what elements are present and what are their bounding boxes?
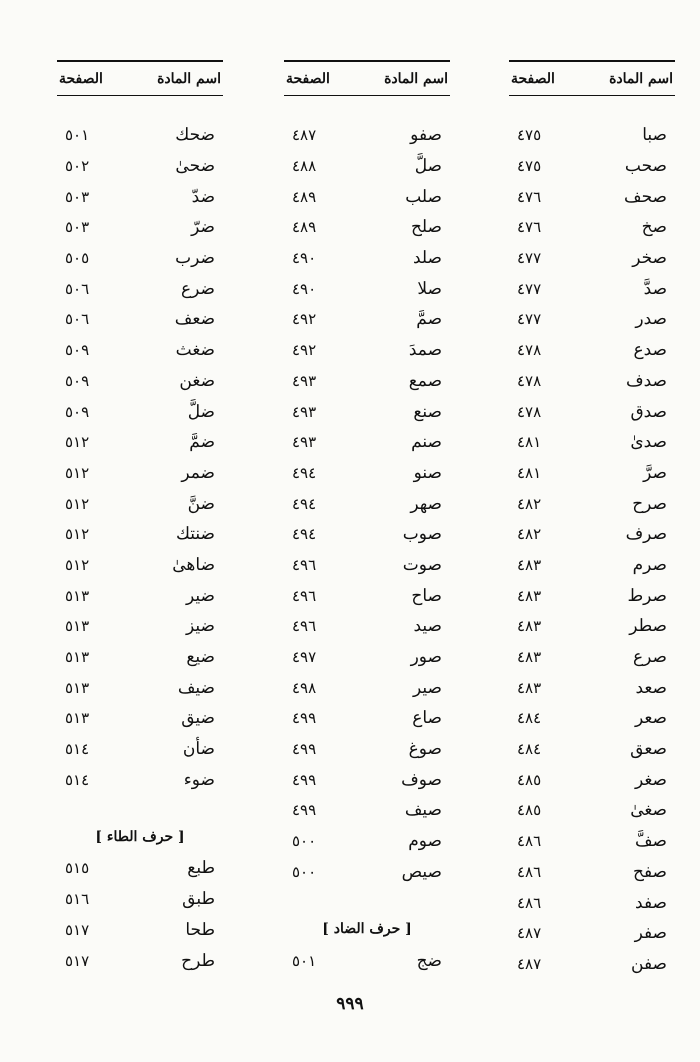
index-entry: [509, 120, 675, 151]
entry-name: ضدّ: [191, 186, 215, 207]
entry-page-number: ٤٨٨: [292, 157, 317, 176]
entry-list: [57, 120, 223, 795]
index-entry: [284, 703, 450, 734]
entry-page-number: ٥١٧: [65, 920, 90, 939]
entry-name: صور: [410, 647, 442, 668]
entry-page-number: ٤٨٦: [517, 862, 542, 881]
index-entry: [57, 884, 223, 915]
entry-name: صمدَ: [408, 340, 442, 361]
index-entry: [509, 887, 675, 918]
entry-page-number: ٥٠٩: [65, 402, 90, 421]
entry-page-number: ٤٩٢: [292, 341, 317, 360]
entry-page-number: ٥١٣: [65, 709, 90, 728]
index-entry: [57, 580, 223, 611]
entry-name: طرح: [181, 950, 215, 971]
entry-page-number: ٥٠٠: [292, 832, 317, 851]
entry-page-number: ٤٨٣: [517, 678, 542, 697]
index-entry: [509, 857, 675, 888]
entry-page-number: ٤٨٢: [517, 525, 542, 544]
entry-name: صحف: [623, 186, 667, 207]
entry-name: صيص: [401, 861, 442, 882]
entry-name: صلد: [413, 248, 442, 269]
entry-page-number: ٥٠٢: [65, 157, 90, 176]
entry-name: صوف: [401, 769, 442, 790]
entry-name: صمع: [408, 370, 442, 391]
entry-name: صعق: [630, 739, 667, 760]
index-entry: [57, 273, 223, 304]
entry-name: ضمر: [181, 462, 215, 483]
index-entry: [509, 488, 675, 519]
section-entry-list: [57, 853, 223, 976]
index-entry: [509, 611, 675, 642]
index-entry: [509, 243, 675, 274]
entry-page-number: ٤٩٣: [292, 371, 317, 390]
entry-name: ضحك: [175, 125, 215, 146]
index-entry: [509, 580, 675, 611]
entry-name: ضيز: [186, 616, 215, 637]
entry-page-number: ٥١٢: [65, 525, 90, 544]
entry-page-number: ٥٠٥: [65, 249, 90, 268]
entry-name: ضأن: [182, 739, 215, 760]
entry-page-number: ٥١٧: [65, 951, 90, 970]
index-entry: [509, 550, 675, 581]
entry-name: ضيق: [181, 708, 215, 729]
entry-name: ضعف: [174, 309, 215, 330]
index-entry: [57, 672, 223, 703]
entry-name: صهر: [410, 493, 442, 514]
entry-name: طبع: [187, 858, 215, 879]
entry-name: صلا: [417, 278, 442, 299]
index-entry: [284, 642, 450, 673]
index-entry: [57, 734, 223, 765]
index-entry: [57, 488, 223, 519]
entry-name: صخ: [641, 217, 667, 238]
entry-name: صلَّ: [414, 156, 442, 177]
entry-name: صرف: [625, 524, 667, 545]
entry-name: صدق: [630, 401, 667, 422]
index-entry: [57, 945, 223, 976]
header-name-label: اسم المادة: [157, 70, 221, 87]
entry-name: صير: [413, 677, 442, 698]
entry-name: صخر: [632, 248, 667, 269]
index-entry: [509, 396, 675, 427]
index-entry: [284, 181, 450, 212]
entry-page-number: ٥١٣: [65, 678, 90, 697]
entry-name: صوم: [408, 831, 442, 852]
entry-page-number: ٤٨٦: [517, 893, 542, 912]
entry-page-number: ٥٠١: [292, 951, 317, 970]
index-entry: [284, 519, 450, 550]
entry-page-number: ٤٨٤: [517, 709, 542, 728]
entry-name: ضوء: [183, 769, 215, 790]
entry-name: صطر: [629, 616, 667, 637]
entry-name: صوغ: [408, 739, 442, 760]
index-entry: [509, 519, 675, 550]
index-entry: [57, 151, 223, 182]
entry-page-number: ٤٩٩: [292, 709, 317, 728]
index-column-right: [509, 60, 675, 979]
entry-name: صغر: [634, 769, 667, 790]
entry-name: ضغث: [175, 340, 215, 361]
entry-name: ضيف: [177, 677, 215, 698]
entry-page-number: ٤٧٧: [517, 310, 542, 329]
index-entry: [57, 519, 223, 550]
index-entry: [509, 795, 675, 826]
index-column-left: [57, 60, 223, 976]
entry-name: صفو: [410, 125, 442, 146]
entry-page-number: ٤٨١: [517, 463, 542, 482]
entry-page-number: ٤٧٨: [517, 371, 542, 390]
entry-name: ضحىٰ: [175, 156, 215, 177]
index-entry: [284, 151, 450, 182]
index-entry: [57, 304, 223, 335]
entry-page-number: ٥١٦: [65, 890, 90, 909]
entry-name: ضلَّ: [187, 401, 215, 422]
entry-page-number: ٤٨٩: [292, 187, 317, 206]
entry-page-number: ٤٩٠: [292, 249, 317, 268]
entry-name: صنع: [413, 401, 442, 422]
index-entry: [284, 304, 450, 335]
entry-name: طبق: [182, 889, 215, 910]
entry-name: صبا: [642, 125, 667, 146]
entry-page-number: ٤٨٢: [517, 494, 542, 513]
index-entry: [509, 151, 675, 182]
entry-page-number: ٥٠٣: [65, 218, 90, 237]
page-number: ٩٩٩: [336, 994, 364, 1014]
entry-page-number: ٥١٤: [65, 770, 90, 789]
entry-page-number: ٥١٢: [65, 433, 90, 452]
index-entry: [284, 734, 450, 765]
entry-page-number: ٤٨٣: [517, 617, 542, 636]
entry-page-number: ٥١٣: [65, 586, 90, 605]
entry-name: صاع: [412, 708, 442, 729]
entry-name: صاح: [411, 585, 442, 606]
entry-name: صفد: [635, 892, 667, 913]
entry-page-number: ٤٩٤: [292, 525, 317, 544]
index-entry: [509, 335, 675, 366]
entry-page-number: ٤٨٣: [517, 555, 542, 574]
entry-name: صدر: [635, 309, 667, 330]
entry-page-number: ٥٠٩: [65, 371, 90, 390]
entry-page-number: ٤٩٤: [292, 463, 317, 482]
index-entry: [284, 458, 450, 489]
entry-name: صلب: [405, 186, 442, 207]
entry-name: صحب: [624, 156, 667, 177]
header-page-label: الصفحة: [286, 70, 330, 87]
index-entry: [509, 949, 675, 980]
index-entry: [509, 273, 675, 304]
entry-name: صرح: [632, 493, 667, 514]
header-page-label: الصفحة: [59, 70, 103, 87]
index-entry: [57, 120, 223, 151]
entry-page-number: ٤٧٥: [517, 126, 542, 145]
entry-page-number: ٤٨٤: [517, 740, 542, 759]
entry-name: صرع: [633, 647, 667, 668]
entry-name: صيد: [413, 616, 442, 637]
entry-page-number: ٥١٢: [65, 463, 90, 482]
entry-page-number: ٤٧٦: [517, 218, 542, 237]
index-entry: [57, 366, 223, 397]
entry-name: صدف: [626, 370, 667, 391]
index-entry: [284, 366, 450, 397]
entry-page-number: ٤٨٣: [517, 648, 542, 667]
entry-name: صفح: [632, 861, 667, 882]
entry-page-number: ٤٩٩: [292, 770, 317, 789]
entry-page-number: ٥٠١: [65, 126, 90, 145]
entry-page-number: ٤٩٤: [292, 494, 317, 513]
entry-name: صنم: [411, 432, 442, 453]
entry-name: صفر: [634, 923, 667, 944]
index-entry: [284, 580, 450, 611]
entry-page-number: ٤٩٣: [292, 402, 317, 421]
entry-page-number: ٤٧٦: [517, 187, 542, 206]
index-entry: [509, 642, 675, 673]
index-entry: [57, 212, 223, 243]
entry-page-number: ٤٨٩: [292, 218, 317, 237]
index-entry: [284, 672, 450, 703]
index-entry: [57, 915, 223, 946]
entry-name: ضنتك: [175, 524, 215, 545]
index-entry: [57, 243, 223, 274]
index-entry: [284, 335, 450, 366]
index-column-middle: [284, 60, 450, 976]
index-entry: [284, 273, 450, 304]
index-entry: [57, 181, 223, 212]
entry-page-number: ٤٨٧: [517, 924, 542, 943]
index-entry: [284, 396, 450, 427]
index-entry: [57, 853, 223, 884]
entry-name: ضج: [416, 950, 442, 971]
entry-page-number: ٤٨٧: [292, 126, 317, 145]
index-entry: [284, 212, 450, 243]
header-name-label: اسم المادة: [609, 70, 673, 87]
index-entry: [509, 918, 675, 949]
entry-page-number: ٥٠٦: [65, 310, 90, 329]
index-entry: [509, 181, 675, 212]
column-header: [509, 60, 675, 96]
index-entry: [509, 304, 675, 335]
entry-name: صيف: [404, 800, 442, 821]
index-entry: [57, 550, 223, 581]
index-entry: [284, 243, 450, 274]
index-entry: [284, 764, 450, 795]
entry-name: صدع: [633, 340, 667, 361]
index-entry: [509, 212, 675, 243]
entry-name: صرم: [632, 554, 667, 575]
entry-page-number: ٤٧٧: [517, 249, 542, 268]
entry-page-number: ٥١٣: [65, 617, 90, 636]
index-entry: [509, 366, 675, 397]
column-header: [57, 60, 223, 96]
entry-page-number: ٤٩٧: [292, 648, 317, 667]
entry-page-number: ٤٩٣: [292, 433, 317, 452]
entry-page-number: ٤٨٦: [517, 832, 542, 851]
index-entry: [509, 458, 675, 489]
index-entry: [284, 427, 450, 458]
entry-page-number: ٥١٣: [65, 648, 90, 667]
index-entry: [57, 703, 223, 734]
index-entry: [509, 703, 675, 734]
index-entry: [509, 764, 675, 795]
index-entry: [57, 458, 223, 489]
index-entry: [284, 550, 450, 581]
entry-page-number: ٤٩٠: [292, 279, 317, 298]
entry-name: ضرب: [175, 248, 215, 269]
entry-name: ضرع: [181, 278, 215, 299]
entry-page-number: ٤٧٧: [517, 279, 542, 298]
index-entry: [57, 335, 223, 366]
entry-name: صمَّ: [416, 309, 442, 330]
entry-name: ضرّ: [191, 217, 215, 238]
entry-page-number: ٤٧٨: [517, 341, 542, 360]
entry-page-number: ٤٨١: [517, 433, 542, 452]
entry-page-number: ٥١٤: [65, 740, 90, 759]
index-entry: [57, 427, 223, 458]
entry-list: [284, 120, 450, 887]
entry-name: صدىٰ: [630, 432, 667, 453]
index-entry: [284, 945, 450, 976]
index-entry: [57, 396, 223, 427]
entry-name: صوب: [402, 524, 442, 545]
entry-name: صعد: [635, 677, 667, 698]
index-entry: [509, 427, 675, 458]
index-entry: [57, 642, 223, 673]
entry-page-number: ٥٠٩: [65, 341, 90, 360]
entry-page-number: ٤٩٦: [292, 586, 317, 605]
index-entry: [284, 488, 450, 519]
entry-name: صوت: [402, 554, 442, 575]
entry-page-number: ٤٩٦: [292, 555, 317, 574]
entry-page-number: ٤٧٨: [517, 402, 542, 421]
entry-list: [509, 120, 675, 979]
entry-page-number: ٥١٥: [65, 859, 90, 878]
entry-page-number: ٤٩٩: [292, 801, 317, 820]
index-entry: [284, 826, 450, 857]
index-entry: [284, 611, 450, 642]
entry-page-number: ٥٠٦: [65, 279, 90, 298]
section-entry-list: [284, 945, 450, 976]
index-entry: [57, 764, 223, 795]
entry-name: ضغن: [179, 370, 215, 391]
entry-page-number: ٤٩٩: [292, 740, 317, 759]
entry-name: صلح: [410, 217, 442, 238]
header-name-label: اسم المادة: [384, 70, 448, 87]
entry-name: صغىٰ: [630, 800, 667, 821]
entry-page-number: ٤٨٥: [517, 801, 542, 820]
entry-name: صنو: [413, 462, 442, 483]
index-entry: [57, 611, 223, 642]
index-entry: [509, 826, 675, 857]
index-entry: [284, 120, 450, 151]
entry-page-number: ٤٨٧: [517, 954, 542, 973]
entry-name: ضير: [186, 585, 215, 606]
index-entry: [509, 734, 675, 765]
section-heading: [ حرف الطاء ]: [95, 829, 185, 846]
entry-page-number: ٤٩٦: [292, 617, 317, 636]
entry-name: ضنَّ: [187, 493, 215, 514]
section-heading: [ حرف الضاد ]: [322, 921, 412, 938]
entry-page-number: ٥٠٣: [65, 187, 90, 206]
entry-name: صفن: [631, 953, 667, 974]
index-entry: [509, 672, 675, 703]
entry-name: ضاهىٰ: [172, 554, 215, 575]
entry-page-number: ٥٠٠: [292, 862, 317, 881]
entry-page-number: ٥١٢: [65, 555, 90, 574]
entry-page-number: ٤٧٥: [517, 157, 542, 176]
entry-name: طحا: [185, 919, 215, 940]
header-page-label: الصفحة: [511, 70, 555, 87]
column-header: [284, 60, 450, 96]
entry-page-number: ٤٨٣: [517, 586, 542, 605]
entry-name: صفَّ: [634, 831, 667, 852]
index-entry: [284, 795, 450, 826]
entry-name: صرَّ: [643, 462, 667, 483]
entry-page-number: ٤٩٨: [292, 678, 317, 697]
entry-page-number: ٥١٢: [65, 494, 90, 513]
entry-name: صعر: [634, 708, 667, 729]
entry-page-number: ٤٨٥: [517, 770, 542, 789]
entry-name: صدَّ: [643, 278, 667, 299]
entry-page-number: ٤٩٢: [292, 310, 317, 329]
entry-name: صرط: [627, 585, 667, 606]
entry-name: ضيع: [186, 647, 215, 668]
entry-name: ضمَّ: [189, 432, 215, 453]
index-entry: [284, 857, 450, 888]
